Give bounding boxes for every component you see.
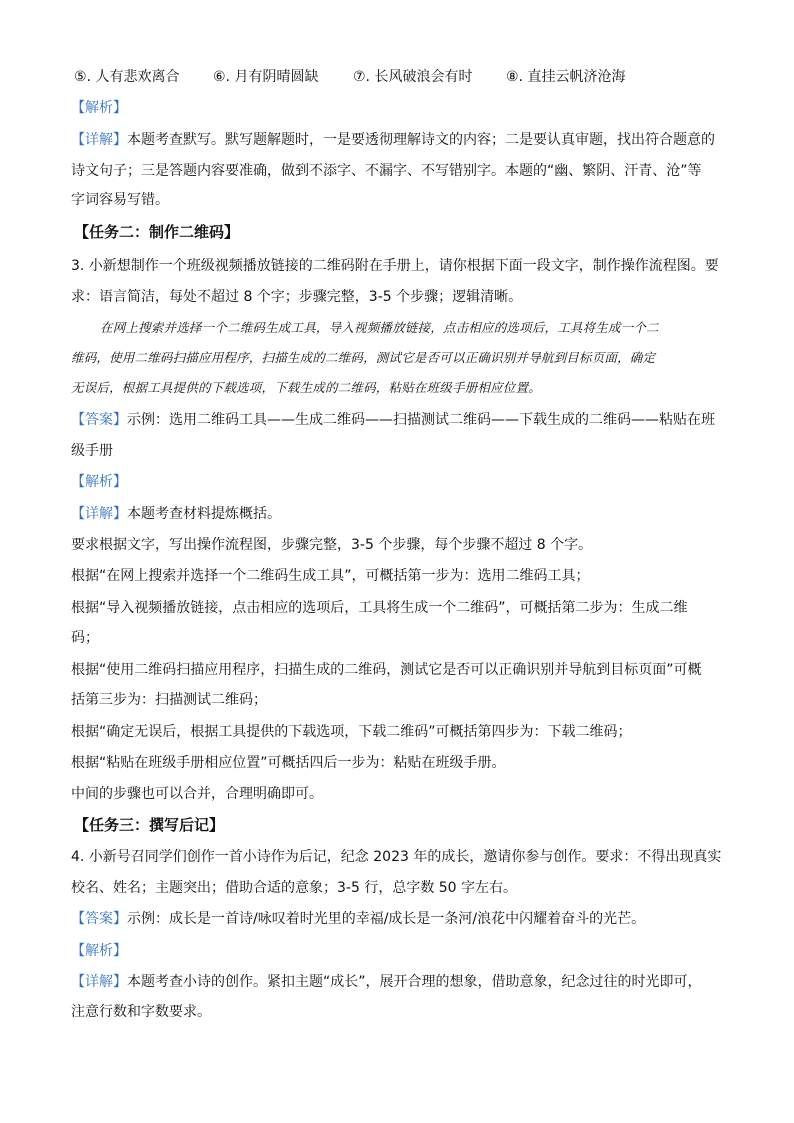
answer-item-5: ⑤. 人有悲欢离合 bbox=[74, 69, 180, 85]
q3-prompt-line-1: 3. 小新想制作一个班级视频播放链接的二维码附在手册上，请你根据下面一段文字，制作操作流程图。要 bbox=[71, 258, 719, 274]
q3-detail-line-4: 根据“导入视频播放链接，点击相应的选项后，工具将生成一个二维码”，可概括第二步为：生成二维 bbox=[71, 600, 688, 616]
q3-detail-line-1 bbox=[71, 504, 731, 524]
q3-detail-line-2: 要求根据文字，写出操作流程图，步骤完整，3-5 个步骤，每个步骤不超过 8 个字。 bbox=[71, 537, 593, 553]
q4-prompt-line-1: 4. 小新号召同学们创作一首小诗作为后记，纪念 2023 年的成长，邀请你参与创作。要求：不得出现真实 bbox=[71, 849, 722, 865]
answer-tag: 【答案】 bbox=[71, 412, 127, 428]
q3-detail-line-9: 根据“粘贴在班级手册相应位置”可概括四后一步为：粘贴在班级手册。 bbox=[71, 755, 506, 771]
q2-detail-text: 本题考查默写。默写题解题时，一是要透彻理解诗文的内容；二是要认真审题，找出符合题意的 bbox=[127, 132, 715, 148]
analysis-tag: 【解析】 bbox=[71, 943, 127, 959]
q2-detail-line-3: 字词容易写错。 bbox=[71, 192, 169, 208]
q3-detail-line-8: 根据“确定无误后，根据工具提供的下载选项，下载二维码”可概括第四步为：下载二维码； bbox=[71, 724, 632, 740]
q3-detail-line-7: 括第三步为：扫描测试二维码； bbox=[71, 692, 267, 708]
q2-detail-line-1 bbox=[71, 130, 731, 150]
q4-prompt-line-2: 校名、姓名；主题突出；借助合适的意象；3-5 行，总字数 50 字左右。 bbox=[71, 880, 518, 896]
task3-heading: 【任务三：撰写后记】 bbox=[74, 816, 225, 834]
q4-answer-line bbox=[71, 909, 731, 929]
detail-tag: 【详解】 bbox=[71, 132, 127, 148]
q4-answer-text: 示例：成长是一首诗/咏叹着时光里的幸福/成长是一条河/浪花中闪耀着奋斗的光芒。 bbox=[127, 911, 646, 927]
q3-passage-line-2: 维码，使用二维码扫描应用程序，扫描生成的二维码，测试它是否可以正确识别并导航到目标页面，确定 bbox=[71, 350, 656, 365]
q3-passage-line-3: 无误后，根据工具提供的下载选项，下载生成的二维码，粘贴在班级手册相应位置。 bbox=[71, 380, 541, 395]
q3-prompt-line-2: 求：语言简洁，每处不超过 8 个字；步骤完整，3-5 个步骤；逻辑清晰。 bbox=[71, 289, 523, 305]
q3-detail-line-3: 根据“在网上搜索并选择一个二维码生成工具”，可概括第一步为：选用二维码工具； bbox=[71, 568, 590, 584]
q3-answer-line-2: 级手册 bbox=[71, 443, 113, 459]
q4-detail-line-1 bbox=[71, 972, 731, 992]
q4-detail-line-2: 注意行数和字数要求。 bbox=[71, 1004, 211, 1020]
answer-item-8: ⑧. 直挂云帆济沧海 bbox=[506, 69, 626, 85]
q3-answer-text: 示例：选用二维码工具——生成二维码——扫描测试二维码——下载生成的二维码——粘贴在班 bbox=[127, 412, 715, 428]
analysis-tag: 【解析】 bbox=[71, 474, 127, 490]
detail-tag: 【详解】 bbox=[71, 506, 127, 522]
analysis-tag: 【解析】 bbox=[71, 100, 127, 116]
q3-passage-line-1: 在网上搜索并选择一个二维码生成工具，导入视频播放链接，点击相应的选项后，工具将生成一个二 bbox=[100, 320, 659, 335]
answer-item-7: ⑦. 长风破浪会有时 bbox=[353, 69, 473, 85]
q3-detail-line-10: 中间的步骤也可以合并，合理明确即可。 bbox=[71, 786, 323, 802]
q3-detail-line-6: 根据“使用二维码扫描应用程序，扫描生成的二维码，测试它是否可以正确识别并导航到目标页面”可概 bbox=[71, 662, 702, 678]
q3-answer-line-1 bbox=[71, 410, 731, 430]
detail-tag: 【详解】 bbox=[71, 974, 127, 990]
q4-detail-text: 本题考查小诗的创作。紧扣主题“成长”，展开合理的想象，借助意象，纪念过往的时光即可， bbox=[127, 974, 702, 990]
answers-row bbox=[74, 66, 734, 86]
answer-tag: 【答案】 bbox=[71, 911, 127, 927]
q3-detail-line-5: 码； bbox=[71, 630, 99, 646]
q3-detail-text: 本题考查材料提炼概括。 bbox=[127, 506, 281, 522]
answer-item-6: ⑥. 月有阴晴圆缺 bbox=[213, 69, 319, 85]
q2-detail-line-2: 诗文句子；三是答题内容要准确，做到不添字、不漏字、不写错别字。本题的“幽、繁阴、汗青、沧”等 bbox=[71, 163, 702, 179]
task2-heading: 【任务二：制作二维码】 bbox=[74, 223, 240, 241]
